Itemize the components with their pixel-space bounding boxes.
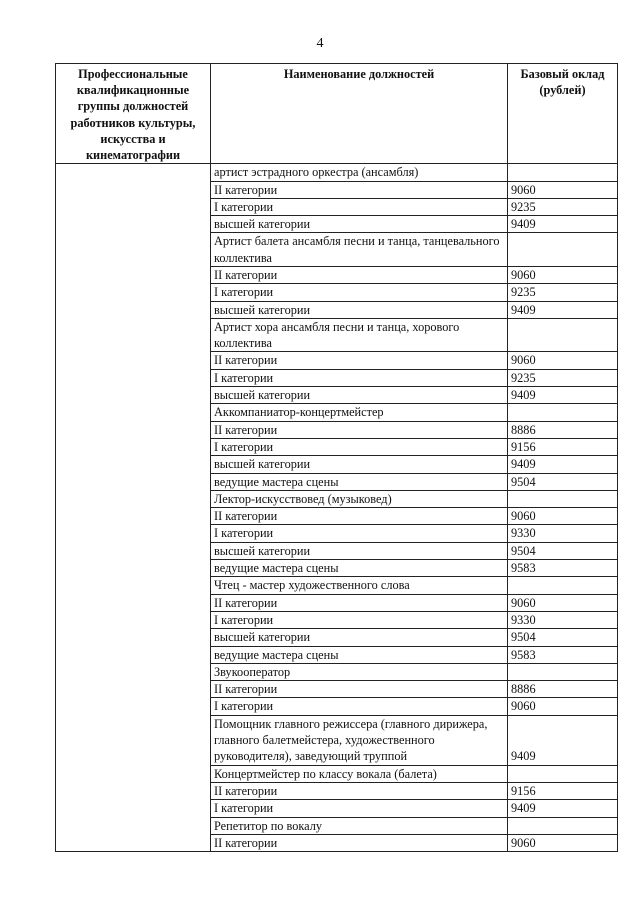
position-name-cell: высшей категории (211, 216, 508, 233)
salary-table (55, 63, 618, 852)
position-name-cell: Артист балета ансамбля песни и танца, танцевального коллектива (211, 233, 508, 267)
salary-cell: 9409 (508, 301, 618, 318)
salary-cell: 9235 (508, 198, 618, 215)
salary-cell: 9235 (508, 369, 618, 386)
salary-cell: 9409 (508, 715, 618, 765)
position-name-cell: артист эстрадного оркестра (ансамбля) (211, 164, 508, 181)
position-name-cell: высшей категории (211, 456, 508, 473)
salary-cell: 9583 (508, 560, 618, 577)
salary-cell: 9504 (508, 542, 618, 559)
salary-cell: 9156 (508, 782, 618, 799)
position-name-cell: I категории (211, 525, 508, 542)
position-name-cell: II категории (211, 834, 508, 851)
position-name-cell: I категории (211, 698, 508, 715)
salary-cell: 9060 (508, 508, 618, 525)
position-name-cell: Репетитор по вокалу (211, 817, 508, 834)
salary-cell: 9409 (508, 387, 618, 404)
salary-cell (508, 765, 618, 782)
position-name-cell: Лектор-искусствовед (музыковед) (211, 490, 508, 507)
position-name-cell: высшей категории (211, 301, 508, 318)
position-name-cell: II категории (211, 782, 508, 799)
position-name-cell: высшей категории (211, 542, 508, 559)
salary-cell: 9583 (508, 646, 618, 663)
salary-cell (508, 233, 618, 267)
page-number: 4 (316, 36, 324, 51)
salary-cell: 9409 (508, 216, 618, 233)
position-name-cell: I категории (211, 284, 508, 301)
salary-cell: 9060 (508, 352, 618, 369)
position-name-cell: II категории (211, 352, 508, 369)
salary-cell: 9235 (508, 284, 618, 301)
position-name-cell: Концертмейстер по классу вокала (балета) (211, 765, 508, 782)
position-name-cell: I категории (211, 198, 508, 215)
position-name-cell: I категории (211, 369, 508, 386)
salary-cell: 8886 (508, 421, 618, 438)
salary-cell: 9504 (508, 629, 618, 646)
position-name-cell: I категории (211, 438, 508, 455)
position-name-cell: высшей категории (211, 387, 508, 404)
position-name-cell: ведущие мастера сцены (211, 560, 508, 577)
header-position: Наименование должностей (211, 64, 508, 164)
salary-cell (508, 404, 618, 421)
salary-cell: 9156 (508, 438, 618, 455)
salary-cell (508, 577, 618, 594)
position-name-cell: II категории (211, 181, 508, 198)
salary-cell (508, 318, 618, 352)
salary-cell (508, 490, 618, 507)
salary-cell (508, 817, 618, 834)
salary-cell: 9060 (508, 181, 618, 198)
position-name-cell: I категории (211, 800, 508, 817)
position-name-cell: II категории (211, 508, 508, 525)
salary-cell: 9409 (508, 800, 618, 817)
salary-cell: 9504 (508, 473, 618, 490)
salary-cell: 8886 (508, 681, 618, 698)
salary-cell: 9060 (508, 834, 618, 851)
position-name-cell: Чтец - мастер художественного слова (211, 577, 508, 594)
header-salary: Базовый оклад (рублей) (508, 64, 618, 164)
salary-cell (508, 663, 618, 680)
group-cell (56, 164, 211, 852)
salary-cell: 9060 (508, 267, 618, 284)
position-name-cell: II категории (211, 594, 508, 611)
position-name-cell: Помощник главного режиссера (главного дирижера, главного балетмейстера, художественного руководителя), заведующий труппой (211, 715, 508, 765)
position-name-cell: II категории (211, 421, 508, 438)
salary-cell: 9330 (508, 525, 618, 542)
position-name-cell: высшей категории (211, 629, 508, 646)
position-name-cell: Аккомпаниатор-концертмейстер (211, 404, 508, 421)
position-name-cell: ведущие мастера сцены (211, 646, 508, 663)
salary-cell: 9060 (508, 594, 618, 611)
salary-cell: 9330 (508, 611, 618, 628)
position-name-cell: I категории (211, 611, 508, 628)
position-name-cell: II категории (211, 267, 508, 284)
salary-cell: 9060 (508, 698, 618, 715)
salary-cell (508, 164, 618, 181)
position-name-cell: Звукооператор (211, 663, 508, 680)
table-row (56, 164, 618, 181)
position-name-cell: II категории (211, 681, 508, 698)
position-name-cell: Артист хора ансамбля песни и танца, хорового коллектива (211, 318, 508, 352)
salary-cell: 9409 (508, 456, 618, 473)
header-row (56, 64, 618, 164)
header-group: Профессиональные квалификационные группы должностей работников культуры, искусства и кинематографии (56, 64, 211, 164)
position-name-cell: ведущие мастера сцены (211, 473, 508, 490)
